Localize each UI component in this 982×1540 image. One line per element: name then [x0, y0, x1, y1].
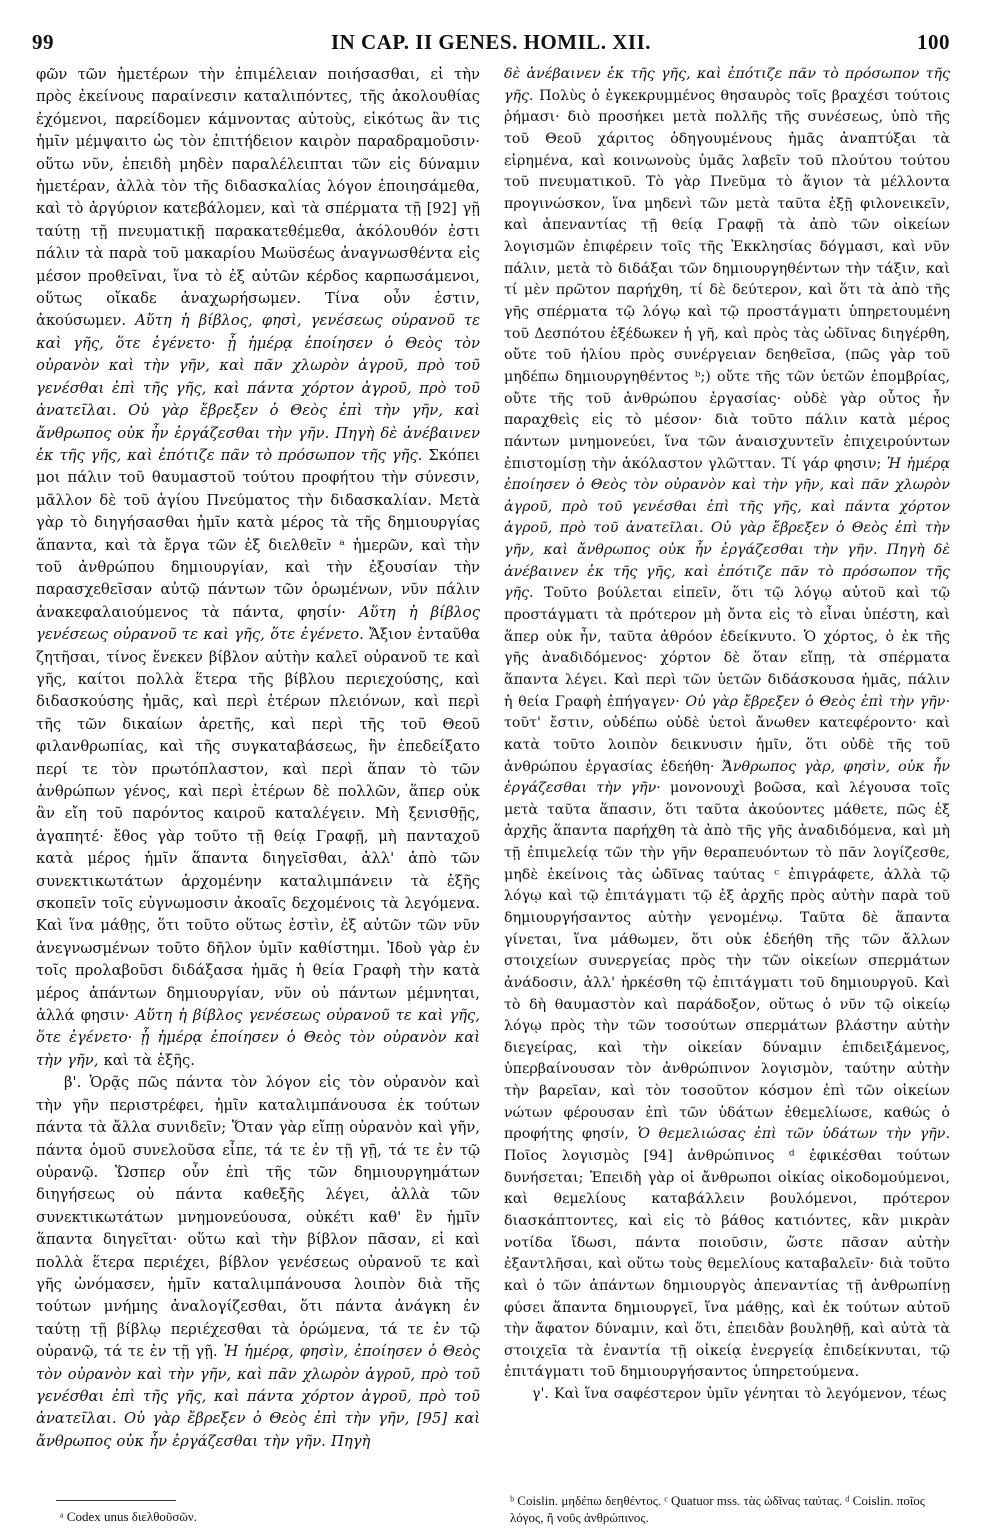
body-text: Ποῖος λογισμὸς [94] ἀνθρώπινος ᵈ ἐφικέσθαι τούτων δυνήσεται; Ἐπειδὴ γὰρ οἱ ἄνθρωποι οἰκίας οἰκοδομούμενοι, καὶ θεμελίους καταβάλλειν βουλόμενοι, πρότερον διασκάπτοντες, καὶ εἰς τὸ βάθος κατιόντες, κἂν μικρὰν νοτίδα ἴδωσι, πάντα ποιοῦσιν, ὥστε πᾶσαν αὐτὴν ἐξαντλῆσαι, καὶ οὕτω τοὺς θεμελίους καταβαλεῖν· διὰ τοῦτο καὶ ὁ τῶν ἁπάντων δημιουργὸς ἀπεναντίας τῇ ἀνθρωπίνῃ φύσει ἅπαντα δημιουργεῖ, ἵνα μάθῃς, καὶ ἐκ τούτων αὐτοῦ τὴν ἄφατον δύναμιν, καὶ ὅτι, ἐπειδὰν βουληθῇ, καὶ αὐτὰ τὰ στοιχεῖα τὰ ἐναντία τῇ οἰκείᾳ ἐνεργείᾳ ἐπιδείκνυται, τῷ ἐπιτάγματι τοῦ δημιουργήσαντος ὑπηρετούμενα. — [504, 1148, 950, 1381]
running-title: IN CAP. II GENES. HOMIL. XII. — [330, 30, 652, 54]
scripture-quote: Ἄνθρωπος γὰρ, φησὶν, οὐκ ἦν ἐργάζεσθαι τὴν γῆν· — [504, 758, 950, 797]
body-text: φῶν τῶν ἡμετέρων τὴν ἐπιμέλειαν ποιήσασθαι, εἰ τὴν πρὸς ἐκείνους παραίνεσιν καταλιπόντες, τῆς ἀκολουθίας ἐχόμενοι, παρείδομεν κάμνοντας αὐτοὺς, εἰκότως ἂν τις ἡμῖν μέμψαιτο ὡς τὸν ἐπιτήδειον καιρὸν παραδραμοῦσιν· οὕτω νῦν, ἐπειδὴ μηδὲν παραλέλειπται τῶν εἰς δύναμιν ἡμετέραν, ἀλλὰ τὸν τῆς διδασκαλίας λόγον ἐποιησάμεθα, καὶ τὸ ἀργύριον κατεβάλομεν, καὶ τὰ σπέρματα τῇ [92] γῇ ταύτῃ τῇ πνευματικῇ παρακατεθέμεθα, ἀκόλουθόν ἐστι πάλιν τὰ παρὰ τοῦ μακαρίου Μωϋσέως ἀναγνωσθέντα εἰς μέσον προθεῖναι, ἵνα τὸ ἐξ αὐτῶν κέρδος καρπωσάμενοι, οὕτως οἴκαδε ἀναχωρήσωμεν. Τίνα οὖν ἐστιν, ἀκούσωμεν. — [36, 66, 480, 330]
running-header — [32, 30, 950, 56]
right-column — [504, 64, 950, 1406]
left-column — [36, 64, 480, 1453]
scripture-quote: δὲ ἀνέβαινεν ἐκ τῆς γῆς, καὶ ἐπότιζε πᾶν τὸ πρόσωπον τῆς γῆς. — [504, 66, 950, 104]
body-text: Ἄξιον ἐνταῦθα ζητῆσαι, τίνος ἕνεκεν βίβλον αὐτὴν καλεῖ οὐρανοῦ τε καὶ γῆς, καίτοι πολλὰ ἕτερα τῆς βίβλου περιεχούσης, καὶ διδασκούσης ἡμᾶς, καὶ περὶ ἑτέρων πλειόνων, καὶ περὶ τῆς τῶν δικαίων ἀρετῆς, καὶ περὶ τῆς τοῦ Θεοῦ φιλανθρωπίας, καὶ τῆς συγκαταβάσεως, ἣν ἐπεδείξατο περί τε τὸν πρωτόπλαστον, καὶ περὶ ἅπαν τὸ τῶν ἀνθρώπων γένος, καὶ περὶ ἑτέρων δὲ πολλῶν, ἅπερ οὐκ ἂν εἴη τοῦ παρόντος καιροῦ καταλέγειν. Μὴ ξενισθῇς, ἀγαπητέ· ἔθος γὰρ τοῦτο τῇ θείᾳ Γραφῇ, μὴ πανταχοῦ κατὰ μέρος ἡμῖν ἅπαντα διηγεῖσθαι, ἀλλ' ἀπὸ τῶν συνεκτικωτάτων ἀρχομένην καταλιμπάνειν τὰ ἑξῆς σκοπεῖν τοῖς εὐγνωμοσιν ἀκοαῖς δεχομένοις τὰ λεγόμενα. Καὶ ἵνα μάθῃς, ὅτι τοῦτο οὕτως ἐστὶν, ἐξ αὐτῶν τῶν νῦν ἀνεγνωσμένων τοῦτο δῆλον ὑμῖν καθίστημι. Ἰδοὺ γὰρ ἐν τοῖς προλαβοῦσι διδάξασα ἡμᾶς ἡ θεία Γραφὴ τὴν κατὰ μέρος ἁπάντων δημιουργίαν, νῦν οὐ πάντων μέμνηται, ἀλλά φησιν· — [36, 626, 480, 1025]
body-text: Πολὺς ὁ ἐγκεκρυμμένος θησαυρὸς τοῖς βραχέσι τούτοις ῥήμασι· διὸ προσήκει μετὰ πολλῆς τῆς συνέσεως, ὑπὸ τῆς τοῦ Θεοῦ χάριτος ὁδηγουμένους ἡμᾶς ἀναπτύξαι τὰ εἰρημένα, καὶ κοινωνοὺς ὑμᾶς λαβεῖν τοῦ πλούτου τούτου τοῦ πνευματικοῦ. Τὸ γὰρ Πνεῦμα τὸ ἅγιον τὰ μέλλοντα προγινώσκον, ἵνα μηδενὶ τῶν μετὰ ταῦτα ἐξῇ φιλονεικεῖν, καὶ ἀπεναντίας τῇ θείᾳ Γραφῇ τὰ ἀπὸ τῶν οἰκείων λογισμῶν ἐπιφέρειν τοῖς τῆς Ἐκκλησίας δόγμασι, καὶ νῦν πάλιν, μετὰ τὸ διδάξαι τῶν δημιουργηθέντων τὴν τάξιν, καὶ τί μὲν πρῶτον παρήχθη, τί δὲ δεύτερον, καὶ ὅτι τὰ ἀπὸ τῆς γῆς σπέρματα τῷ λόγῳ καὶ τῷ προστάγματι ὑπηρετουμένη τοῦ Δεσπότου ἐξέδωκεν ἡ γῆ, καὶ πρὸς τὰς ὠδῖνας διηγέρθη, οὔτε τοῦ ἡλίου πρὸς συνέργειαν δεηθεῖσα, (πῶς γὰρ τοῦ μηδέπω δημιουργηθέντος ᵇ;) οὔτε τῆς τῶν ὑετῶν ἐπομβρίας, οὔτε τῆς τοῦ ἀνθρώπου ἐργασίας· οὐδὲ γὰρ οὗτος ἦν παραχθεὶς εἰς τὸ μέσον· διὰ τοῦτο πάλιν κατὰ μέρος πάντων μνημονεύει, ἵνα τῶν ἀναισχυντεῖν ἐπιχειρούντων ἐπιστομίσῃ τὴν ἀκόλαστον γλῶτταν. Τί γάρ φησιν; — [504, 87, 950, 472]
paragraph-section-3 — [504, 1384, 950, 1406]
scripture-quote: Ἡ ἡμέρᾳ, φησὶν, ἐποίησεν ὁ Θεὸς τὸν οὐρανὸν καὶ τὴν γῆν, καὶ πᾶν χλωρὸν ἀγροῦ, πρὸ τοῦ γενέσθαι ἐπὶ τῆς γῆς, καὶ πάντα χόρτον ἀγροῦ, πρὸ τοῦ ἀνατεῖλαι. Οὐ γὰρ ἔβρεξεν ὁ Θεὸς ἐπὶ τὴν γῆν, [95] καὶ ἄνθρωπος οὐκ ἦν ἐργάζεσθαι τὴν γῆν. Πηγὴ — [36, 1343, 480, 1450]
paragraph-section-2 — [36, 1072, 480, 1453]
body-text: Τοῦτο βούλεται εἰπεῖν, ὅτι τῷ λόγῳ αὐτοῦ καὶ τῷ προστάγματι τὰ πρότερον μὴ ὄντα εἰς τὸ εἶναι ὑπέστη, καὶ ἅπερ οὐκ ἦν, ταῦτα ἀθρόον ἐδείκνυτο. Ὁ χόρτος, ὁ ἐκ τῆς γῆς ἀναδιδόμενος· χόρτον δὲ ὅταν εἴπῃ, τὰ σπέρματα ἅπαντα λέγει. Καὶ περὶ τῶν ὑετῶν διδάσκουσα ἡμᾶς, πάλιν ἡ θεία Γραφὴ ἐπήγαγεν· — [504, 585, 950, 710]
scripture-quote: Ἡ ἡμέρᾳ ἐποίησεν ὁ Θεὸς τὸν οὐρανὸν καὶ τὴν γῆν, καὶ πᾶν χλωρὸν ἀγροῦ, πρὸ τοῦ γενέσθαι ἐπὶ τῆς γῆς, καὶ πάντα χόρτον ἀγροῦ, πρὸ τοῦ ἀνατεῖλαι. Οὐ γὰρ ἔβρεξεν ὁ Θεὸς ἐπὶ τὴν γῆν, καὶ ἄνθρωπος οὐκ ἦν ἐργάζεσθαι τὴν γῆν. Πηγὴ δὲ ἀνέβαινεν ἐκ τῆς γῆς, καὶ ἐπότιζε πᾶν τὸ πρόσωπον τῆς γῆς. — [504, 455, 950, 602]
body-text: τοῦτ' ἔστιν, οὐδέπω οὐδὲ ὑετοὶ ἄνωθεν κατεφέροντο· καὶ κατὰ τοῦτο λοιπὸν δεικνυσιν ἡμῖν, ὅτι οὐδὲ τῆς τοῦ ἀνθρώπου ἐργασίας ἐδεήθη· — [504, 715, 950, 775]
scripture-quote: Αὕτη ἡ βίβλος, φησὶ, γενέσεως οὐρανοῦ τε καὶ γῆς, ὅτε ἐγένετο· ᾗ ἡμέρᾳ ἐποίησεν ὁ Θεὸς τὸν οὐρανὸν καὶ τὴν γῆν, καὶ πᾶν χλωρὸν ἀγροῦ, πρὸ τοῦ γενέσθαι ἐπὶ τῆς γῆς, καὶ πάντα χόρτον ἀγροῦ, πρὸ τοῦ ἀνατεῖλαι. Οὐ γὰρ ἔβρεξεν ὁ Θεὸς ἐπὶ τὴν γῆν, καὶ ἄνθρωπος οὐκ ἦν ἐργάζεσθαι τὴν γῆν. Πηγὴ δὲ ἀνέβαινεν ἐκ τῆς γῆς, καὶ ἐπότιζε πᾶν τὸ πρόσωπον τῆς γῆς. — [36, 312, 480, 464]
paragraph — [504, 64, 950, 1384]
body-text: καὶ τὰ ἑξῆς. — [103, 1051, 195, 1069]
page-number-right: 100 — [917, 30, 950, 54]
body-text: β'. Ὁρᾷς πῶς πάντα τὸν λόγον εἰς τὸν οὐρανὸν καὶ τὴν γῆν περιστρέφει, ἡμῖν καταλιμπάνουσα ἐκ τούτων πάντα τὰ ἄλλα συνιδεῖν; Ὅταν γὰρ εἴπῃ οὐρανὸν καὶ γῆν, πάντα ὁμοῦ συνελοῦσα εἶπε, τά τε ἐν τῇ γῇ, τά τε ἐν τῷ οὐρανῷ. Ὥσπερ οὖν ἐπὶ τῆς τῶν δημιουργημάτων διηγήσεως οὐ πάντα καθεξῆς λέγει, ἀλλὰ τῶν συνεκτικωτάτων μνημονεύουσα, οὐκέτι καθ' ἓν ἡμῖν ἅπαντα διηγεῖται· οὕτω καὶ τὴν βίβλον πᾶσαν, εἰ καὶ πολλὰ ἕτερα περιέχει, βίβλον γενέσεως οὐρανοῦ τε καὶ γῆς ὠνόμασεν, ἡμῖν καταλιμπάνουσα λοιπὸν διὰ τῆς τούτων μνήμης ἀναλογίζεσθαι, ὅτι πάντα ἀνάγκη ἐν ταύτῃ τῇ βίβλῳ περιέχεσθαι τὰ ὁρώμενα, τά τε ἐν τῷ οὐρανῷ, τά τε ἐν τῇ γῇ. — [36, 1074, 480, 1361]
footnote-a: ᵃ Codex unus διελθοῦσῶν. — [60, 1509, 198, 1524]
scripture-quote: Οὐ γὰρ ἔβρεξεν ὁ Θεὸς ἐπὶ τὴν γῆν· — [685, 693, 950, 710]
footnote-rule — [56, 1500, 176, 1501]
body-text: γ'. Καὶ ἵνα σαφέστερον ὑμῖν γένηται τὸ λεγόμενον, τέως — [532, 1386, 947, 1403]
footnote-bcd: ᵇ Coislin. μηδέπω δεηθέντος. ᶜ Quatuor mss. τὰς ὠδῖνας ταύτας. ᵈ Coislin. ποῖος λόγος, ἢ νοῦς ἀνθρώπινος. — [510, 1493, 925, 1525]
scripture-quote: Ὁ θεμελιώσας ἐπὶ τῶν ὑδάτων τὴν γῆν. — [637, 1126, 950, 1143]
page-number-left: 99 — [32, 30, 54, 54]
body-text: μονονουχὶ βοῶσα, καὶ λέγουσα τοῖς μετὰ ταῦτα ἅπασιν, ὅτι ταῦτα ἀκούοντες μάθετε, πῶς ἐξ ἀρχῆς ἅπαντα παρήχθη τὰ ἀπὸ τῆς γῆς ἀναδιδόμενα, καὶ μὴ τῇ ἐπιμελείᾳ τῶν τὴν γῆν θεραπευόντων τὸ πᾶν λογίζεσθε, μηδὲ ἐκείνοις τὰς ὠδῖνας ταύτας ᶜ ἐπιγράφετε, ἀλλὰ τῷ λόγῳ καὶ τῷ ἐπιτάγματι τῷ ἐξ ἀρχῆς πρὸς αὐτὴν παρὰ τοῦ δημιουργήσαντος αὐτὴν γενομένῳ. Ταῦτα δὲ ἅπαντα γίνεται, ἵνα μάθωμεν, ὅτι οὐκ ἐδεήθη τῆς τῶν ἄλλων στοιχείων συνεργείας πρὸς τὴν τῶν οἰκείων σπερμάτων ἀνάδοσιν, ἀλλ' ἠρκέσθη τῷ ἐπιτάγματι τοῦ δημιουργοῦ. Καὶ τὸ δὴ θαυμαστὸν καὶ παράδοξον, οὕτως ὁ νῦν τῷ οἰκείῳ λόγῳ πρὸς τὴν τῶν τοσούτων σπερμάτων βλάστην αὐτὴν διεγείρας, καὶ τὴν οἰκείαν δύναμιν ἐπιδειξάμενος, ὑπερβαίνουσαν τὸν ἀνθρώπινον λογισμὸν, ταύτην αὐτὴν τὴν βαρεῖαν, καὶ τὸν τοσοῦτον κόσμον ἐπὶ τῶν οἰκείων νώτων φέρουσαν ἐπὶ τῶν ὑδάτων ἐθεμελίωσε, καθώς ὁ προφήτης φησίν, — [504, 780, 950, 1143]
scripture-quote: Αὕτη ἡ βίβλος γενέσεως οὐρανοῦ τε καὶ γῆς, ὅτε ἐγένετο· ᾗ ἡμέρᾳ ἐποίησεν ὁ Θεὸς τὸν οὐρανὸν καὶ τὴν γῆν, — [36, 1007, 480, 1069]
body-text: Σκόπει μοι πάλιν τοῦ θαυμαστοῦ τούτου προφήτου τὴν σύνεσιν, μᾶλλον δὲ τοῦ ἁγίου Πνεύματος τὴν διδασκαλίαν. Μετὰ γὰρ τὸ διηγήσασθαι ἡμῖν κατὰ μέρος τὰ τῆς δημιουργίας ἅπαντα, καὶ τὰ ἔργα τῶν ἐξ διελθεῖν ᵃ ἡμερῶν, καὶ τὴν τοῦ ἀνθρώπου δημιουργίαν, καὶ τὴν ἐξουσίαν τὴν παρασχεθεῖσαν αὐτῷ πάντων τῶν ὁρωμένων, νῦν πάλιν ἀνακεφαλαιούμενος τὰ πάντα, φησίν· — [36, 446, 480, 621]
scripture-quote: Αὕτη ἡ βίβλος γενέσεως οὐρανοῦ τε καὶ γῆς, ὅτε ἐγένετο. — [36, 603, 480, 644]
paragraph — [36, 64, 480, 1072]
